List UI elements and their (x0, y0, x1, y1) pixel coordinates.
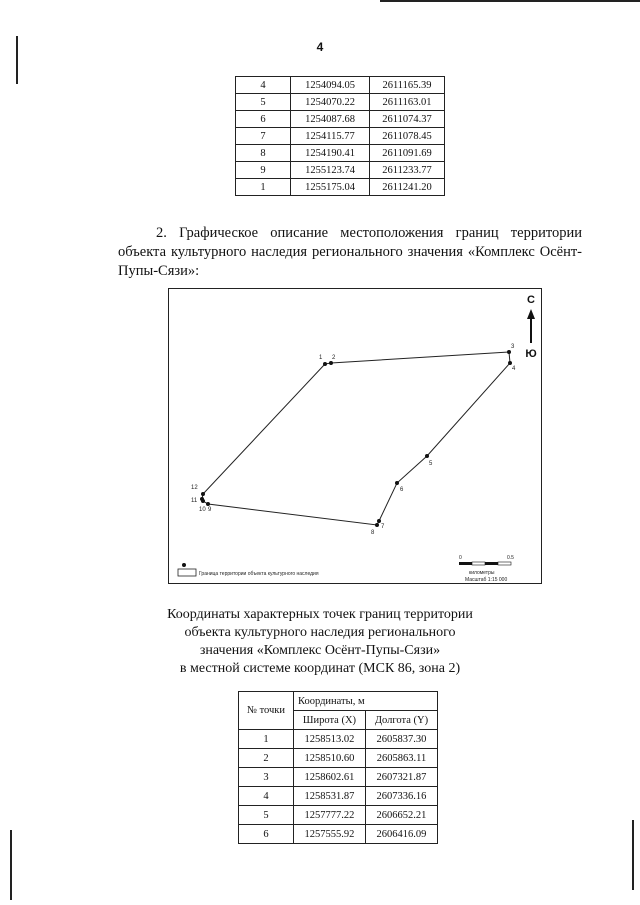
table-cell: 2611091.69 (370, 145, 445, 162)
table-row (239, 825, 438, 844)
table-row (236, 111, 445, 128)
boundary-point-11 (200, 497, 204, 501)
boundary-map-svg (169, 289, 541, 583)
scale-ratio: Масштаб 1:15 000 (465, 577, 508, 583)
table-cell: 1258513.02 (294, 730, 366, 749)
table-row (239, 787, 438, 806)
table-cell: 2611233.77 (370, 162, 445, 179)
section-2-paragraph: 2. Графическое описание местоположения границ территории объекта культурного наследия регионального значения «Комплекс Осёнт-Пупы-Сязи»: (118, 225, 582, 279)
scale-bar-segment-4 (498, 562, 511, 565)
boundary-point-3 (507, 350, 511, 354)
coordinates-table-continued (235, 76, 445, 196)
table-cell: 2607336.16 (365, 787, 437, 806)
point-label-4: 4 (512, 366, 516, 372)
table-row (239, 768, 438, 787)
point-label-9: 9 (208, 507, 212, 513)
table-cell: 6 (236, 111, 291, 128)
scale-bar-segment-3 (485, 562, 498, 565)
table-row (239, 749, 438, 768)
table-cell: 1254094.05 (291, 77, 370, 94)
scale-zero: 0 (459, 555, 462, 561)
map-legend (178, 563, 319, 577)
table-cell: 2607321.87 (365, 768, 437, 787)
table-cell: 1258602.61 (294, 768, 366, 787)
table-cell: 1254070.22 (291, 94, 370, 111)
table-cell: 1257555.92 (294, 825, 366, 844)
boundary-point-4 (508, 361, 512, 365)
table-row (236, 77, 445, 94)
boundary-point-8 (375, 523, 379, 527)
table-row (236, 162, 445, 179)
caption-line-2: объекта культурного наследия регионального (184, 625, 456, 640)
coordinates-table (238, 691, 438, 844)
table-cell: 4 (239, 787, 294, 806)
scale-bar (459, 555, 514, 583)
point-label-2: 2 (332, 355, 336, 361)
table-row (239, 806, 438, 825)
boundary-point-12 (201, 492, 205, 496)
point-label-11: 11 (191, 498, 198, 504)
table-cell: 1 (239, 730, 294, 749)
table-header-row (239, 692, 438, 711)
table-cell: 2605837.30 (365, 730, 437, 749)
point-label-8: 8 (371, 530, 375, 536)
legend-point-icon (182, 563, 186, 567)
table-cell: 9 (236, 162, 291, 179)
table-row (236, 94, 445, 111)
header-longitude: Долгота (Y) (365, 711, 437, 730)
table-cell: 2611165.39 (370, 77, 445, 94)
header-latitude: Широта (X) (294, 711, 366, 730)
table-cell: 2611163.01 (370, 94, 445, 111)
table-cell: 1 (236, 179, 291, 196)
point-label-12: 12 (191, 485, 198, 491)
point-label-7: 7 (381, 524, 385, 530)
caption-line-3: значения «Комплекс Осёнт-Пупы-Сязи» (199, 643, 441, 658)
table-cell: 5 (236, 94, 291, 111)
boundary-point-9 (206, 502, 210, 506)
north-arrowhead-icon (527, 309, 535, 319)
legend-text: Граница территории объекта культурного наследия (199, 571, 319, 577)
point-label-6: 6 (400, 487, 404, 493)
table-cell: 2605863.11 (365, 749, 437, 768)
boundary-point-6 (395, 481, 399, 485)
scale-bar-segment-2 (472, 562, 485, 565)
boundary-point-2 (329, 361, 333, 365)
table-cell: 1254087.68 (291, 111, 370, 128)
table-cell: 1254190.41 (291, 145, 370, 162)
table-cell: 2 (239, 749, 294, 768)
table-cell: 8 (236, 145, 291, 162)
boundary-line (202, 352, 510, 525)
legend-boundary-swatch (178, 569, 196, 576)
table-cell: 2606416.09 (365, 825, 437, 844)
scan-top-border (380, 0, 640, 2)
scan-margin-line-bottom (10, 830, 12, 900)
table-cell: 7 (236, 128, 291, 145)
header-coordinates: Координаты, м (294, 692, 438, 711)
caption-line-4: в местной системе координат (МСК 86, зона 2) (179, 661, 461, 676)
south-label: Ю (525, 348, 537, 360)
table-cell: 1257777.22 (294, 806, 366, 825)
scale-max: 0.5 (507, 555, 514, 561)
table-cell: 2611074.37 (370, 111, 445, 128)
table-caption (150, 606, 490, 678)
table-cell: 2611241.20 (370, 179, 445, 196)
table-row (236, 145, 445, 162)
boundary-map (168, 288, 542, 584)
table-cell: 2611078.45 (370, 128, 445, 145)
scale-bar-segment-1 (459, 562, 472, 565)
table-cell: 5 (239, 806, 294, 825)
boundary-point-1 (323, 362, 327, 366)
point-label-10: 10 (199, 507, 206, 513)
table-cell: 1255175.04 (291, 179, 370, 196)
table-row (236, 179, 445, 196)
table-cell: 3 (239, 768, 294, 787)
boundary-point-7 (377, 519, 381, 523)
table-cell: 1254115.77 (291, 128, 370, 145)
scale-unit: километры (469, 570, 495, 576)
north-label: С (527, 294, 535, 306)
point-label-1: 1 (319, 355, 323, 361)
point-label-3: 3 (511, 344, 515, 350)
table-cell: 1255123.74 (291, 162, 370, 179)
point-label-5: 5 (429, 461, 433, 467)
table-row (236, 128, 445, 145)
table-cell: 4 (236, 77, 291, 94)
scan-margin-line-right (632, 820, 634, 890)
caption-line-1: Координаты характерных точек границ территории (167, 607, 473, 622)
table-cell: 2606652.21 (365, 806, 437, 825)
table-row (239, 730, 438, 749)
boundary-point-5 (425, 454, 429, 458)
table-cell: 1258510.60 (294, 749, 366, 768)
header-point-number: № точки (239, 692, 294, 730)
table-cell: 6 (239, 825, 294, 844)
page-number: 4 (316, 40, 324, 54)
table-cell: 1258531.87 (294, 787, 366, 806)
